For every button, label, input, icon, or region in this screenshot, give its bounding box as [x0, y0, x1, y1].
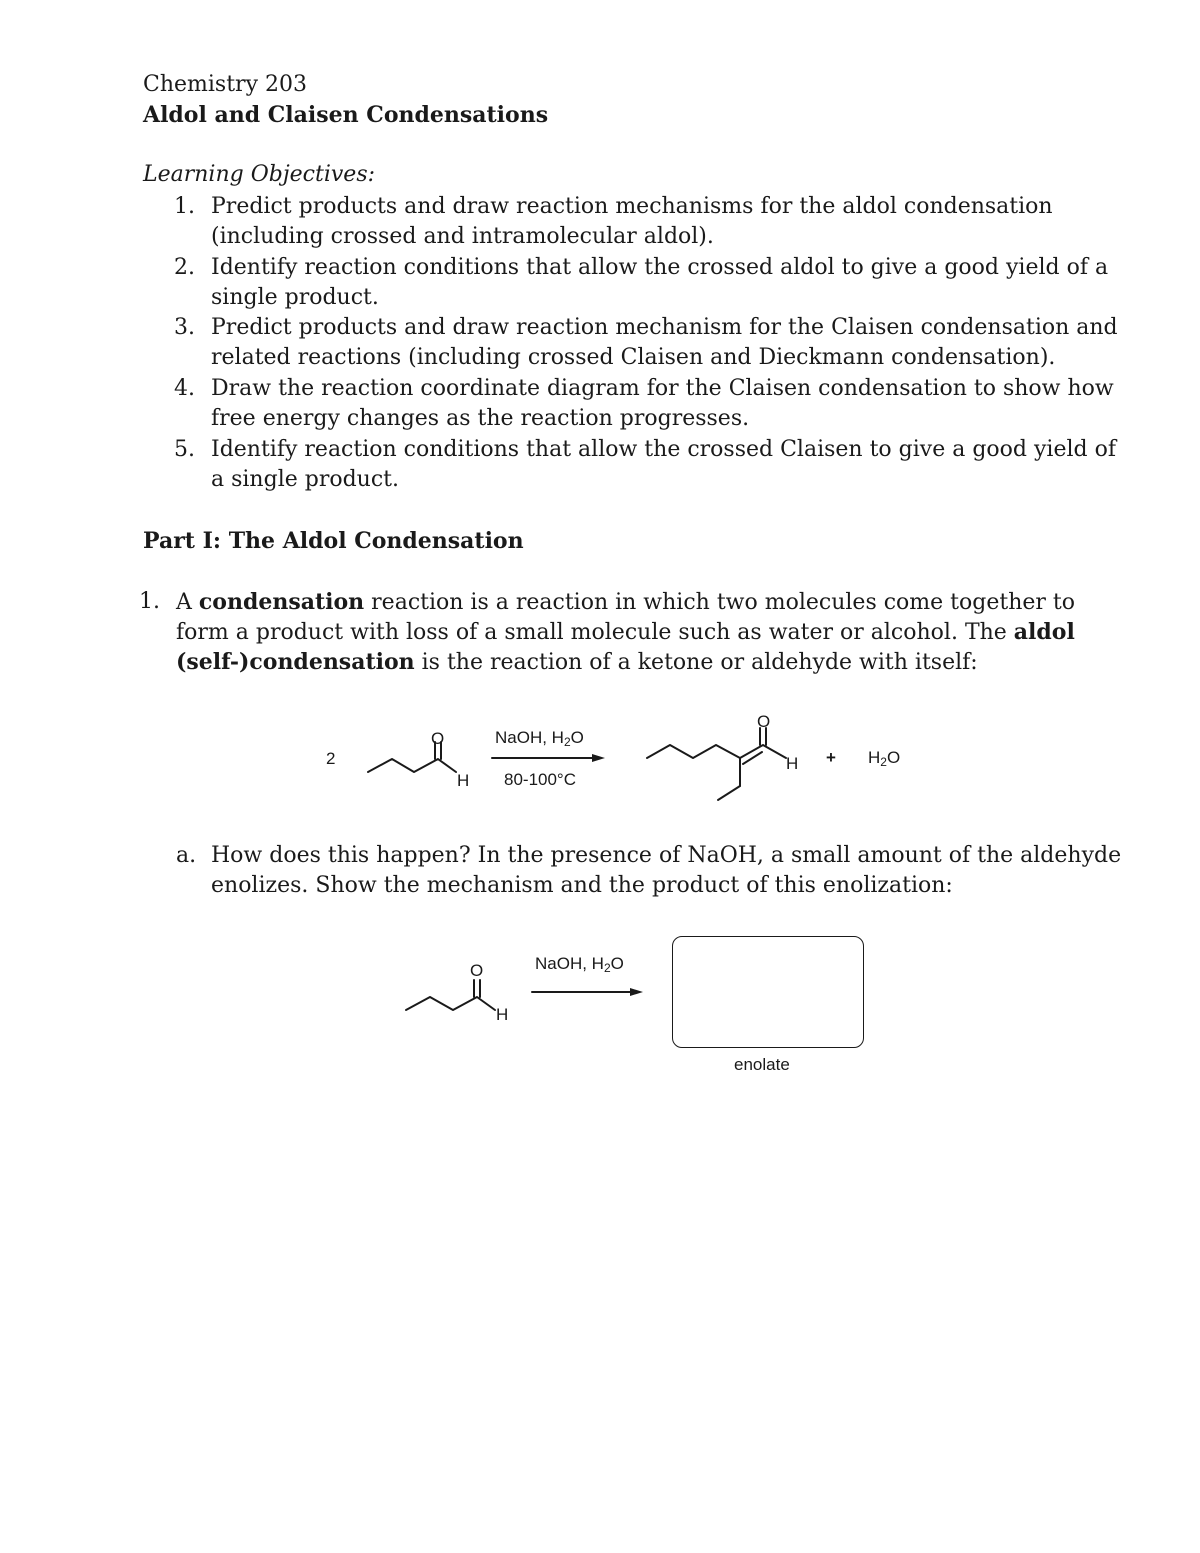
question-number: 1. — [139, 589, 160, 614]
term-aldol: aldol — [1013, 619, 1075, 645]
objectives-heading: Learning Objectives: — [143, 162, 376, 187]
objective-number: 5. — [174, 437, 195, 462]
enolate-answer-box[interactable] — [672, 936, 864, 1048]
oxygen-label: O — [470, 961, 484, 980]
arrow-head — [592, 754, 605, 762]
objective-text: a single product. — [211, 467, 399, 492]
objective-text: free energy changes as the reaction progresses. — [211, 406, 750, 431]
enolate-label: enolate — [734, 1055, 790, 1074]
objective-text: (including crossed and intramolecular aldol). — [211, 224, 714, 249]
butanal-skeleton-2 — [406, 997, 495, 1010]
oxygen-label: O — [757, 712, 771, 731]
objective-number: 3. — [174, 315, 195, 340]
arrow-head — [630, 988, 643, 996]
page-title: Aldol and Claisen Condensations — [143, 102, 549, 128]
question-line: form a product with loss of a small molecule such as water or alcohol. The aldol — [176, 619, 1075, 645]
hydrogen-label: H — [496, 1005, 509, 1024]
hydrogen-label: H — [457, 771, 470, 790]
reagent-label: NaOH, $H_2O$ — [535, 954, 624, 975]
coefficient: 2 — [326, 749, 336, 768]
objective-text: Predict products and draw reaction mechanism for the Claisen condensation and — [211, 315, 1118, 340]
conditions-label: 80-100°C — [504, 770, 577, 789]
butanal-skeleton — [368, 759, 456, 772]
section-heading: Part I: The Aldol Condensation — [143, 528, 524, 554]
enal-skeleton — [647, 745, 786, 758]
course-name: Chemistry 203 — [143, 72, 307, 97]
question-line: A condensation reaction is a reaction in which two molecules come together to — [176, 589, 1075, 615]
objective-text: Predict products and draw reaction mechanisms for the aldol condensation — [211, 194, 1053, 219]
objective-number: 4. — [174, 376, 195, 401]
reagent-label: NaOH, $H_2O$ — [495, 728, 584, 749]
objective-text: Draw the reaction coordinate diagram for the Claisen condensation to show how — [211, 376, 1114, 401]
water-label: $H_2O$ — [868, 748, 901, 769]
objective-text: single product. — [211, 285, 379, 310]
objective-text: Identify reaction conditions that allow the crossed Claisen to give a good yield of — [211, 437, 1116, 462]
objective-number: 2. — [174, 255, 195, 280]
hydrogen-label: H — [786, 754, 799, 773]
objective-number: 1. — [174, 194, 195, 219]
subquestion-line: How does this happen? In the presence of NaOH, a small amount of the aldehyde — [211, 843, 1122, 868]
term-condensation: condensation — [198, 589, 365, 615]
subquestion-line: enolizes. Show the mechanism and the product of this enolization: — [211, 873, 953, 898]
plus-sign: + — [826, 748, 836, 767]
oxygen-label: O — [431, 729, 445, 748]
question-line: (self-)condensation is the reaction of a ketone or aldehyde with itself: — [176, 649, 978, 675]
subquestion-letter: a. — [176, 843, 197, 868]
term-self-condensation: (self-)condensation — [176, 649, 415, 675]
objective-text: related reactions (including crossed Claisen and Dieckmann condensation). — [211, 345, 1056, 370]
objective-text: Identify reaction conditions that allow the crossed aldol to give a good yield of a — [211, 255, 1109, 280]
